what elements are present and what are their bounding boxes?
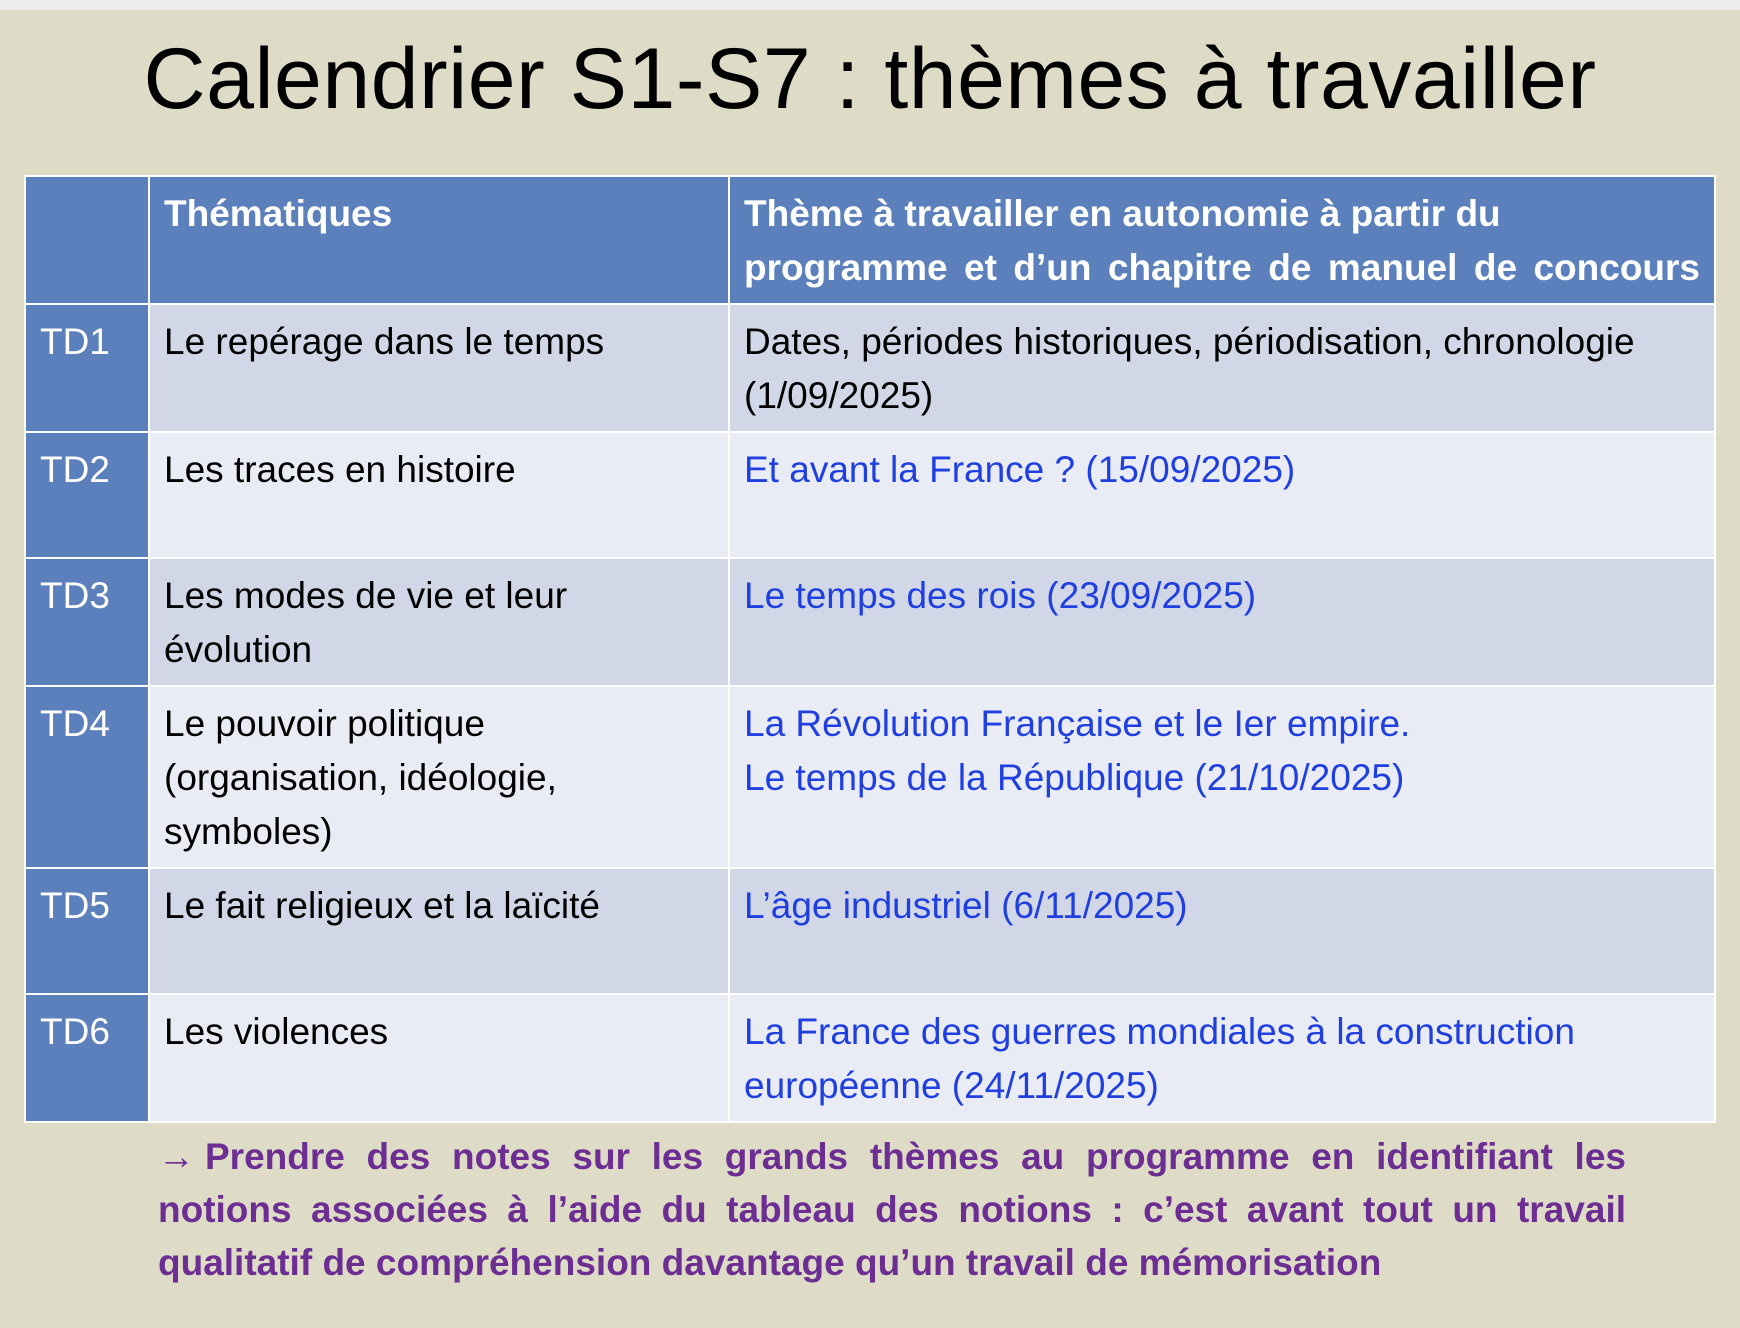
td-label: TD5 xyxy=(25,868,149,994)
theme-line: La France des guerres mondiales à la construction européenne (24/11/2025) xyxy=(744,1011,1575,1106)
theme-cell xyxy=(729,686,1715,868)
theme-line: Dates, périodes historiques, périodisation, chronologie (1/09/2025) xyxy=(744,321,1635,416)
instruction-text: Prendre des notes sur les grands thèmes au programme en identifiant les notions associées à l’aide du tableau des notions : c’est avant tout un travail qualitatif de compréhension davantage qu’un travail de mémorisation xyxy=(158,1136,1626,1283)
instruction-note xyxy=(158,1130,1626,1289)
table-row xyxy=(25,994,1715,1122)
theme-line: Le temps de la République (21/10/2025) xyxy=(744,757,1405,798)
td-label: TD6 xyxy=(25,994,149,1122)
table-row xyxy=(25,686,1715,868)
arrow-right-icon: → xyxy=(158,1136,195,1177)
td-label: TD1 xyxy=(25,304,149,432)
theme-cell xyxy=(729,304,1715,432)
theme-line: L’âge industriel (6/11/2025) xyxy=(744,885,1188,926)
table-header-row xyxy=(25,176,1715,304)
thematique-cell: Les modes de vie et leur évolution xyxy=(149,558,729,686)
thematique-cell: Le fait religieux et la laïcité xyxy=(149,868,729,994)
thematique-cell: Le pouvoir politique (organisation, idéologie, symboles) xyxy=(149,686,729,868)
header-theme: Thème à travailler en autonomie à partir du programme et d’un chapitre de manuel de concours xyxy=(729,176,1715,304)
theme-cell xyxy=(729,432,1715,558)
table-row xyxy=(25,432,1715,558)
td-label: TD2 xyxy=(25,432,149,558)
table-row xyxy=(25,304,1715,432)
thematique-cell: Les traces en histoire xyxy=(149,432,729,558)
table-row xyxy=(25,868,1715,994)
slide-title: Calendrier S1-S7 : thèmes à travailler xyxy=(143,31,1597,127)
theme-cell xyxy=(729,558,1715,686)
td-label: TD3 xyxy=(25,558,149,686)
theme-line: Le temps des rois (23/09/2025) xyxy=(744,575,1257,616)
header-thematiques: Thématiques xyxy=(149,176,729,304)
td-label: TD4 xyxy=(25,686,149,868)
top-strip xyxy=(0,0,1740,10)
thematique-cell: Le repérage dans le temps xyxy=(149,304,729,432)
theme-cell xyxy=(729,868,1715,994)
calendar-table xyxy=(24,175,1716,1123)
theme-line: La Révolution Française et le Ier empire. xyxy=(744,703,1411,744)
theme-line: Et avant la France ? (15/09/2025) xyxy=(744,449,1296,490)
theme-cell xyxy=(729,994,1715,1122)
table-row xyxy=(25,558,1715,686)
thematique-cell: Les violences xyxy=(149,994,729,1122)
header-td xyxy=(25,176,149,304)
